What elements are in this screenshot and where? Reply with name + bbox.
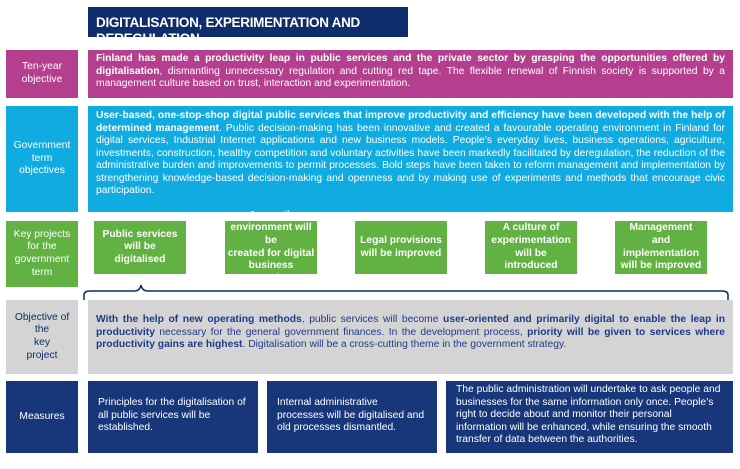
measure-principles: Principles for the digitalisation of all public services will be established. [88,381,258,453]
measure-internal-processes: Internal administrative processes will be digitalised and old processes dismantled. [267,381,437,453]
measure-information-once: The public administration will undertake to ask people and businesses for the same information only once. People’s right to decide about and monitor their personal information will be enhanced, while ensuring the smooth transfer of data between the authorities. [446,381,733,453]
page-title: DIGITALISATION, EXPERIMENTATION AND DEREGULATION [88,7,408,37]
government-term-label: Government term objectives [6,106,78,212]
ten-year-objective-label: Ten-year objective [6,50,78,98]
measures-label: Measures [6,381,78,453]
key-project-experimentation: A culture of experimentation will be introduced [485,221,577,274]
key-project-public-services: Public services will be digitalised [94,221,186,274]
key-project-growth-environment: A growth environment will be created for digital business operations [225,221,317,274]
government-term-rest: . Public decision-making has been innovative and created a favourable operating environment in Finland for digital services, Industrial Internet applications and new business models. People’s everyday lives, business operations, agriculture, investments, construction, healthy competition and voluntary activities have been markedly facilitated by deregulation, the reduction of the administrative burden and improvements to permit processes. Bold steps have been taken to reform management and implementation by strengthening knowledge-based decision-making and openness and by making use of experiments and methods that encourage civic participation. [96,122,725,197]
objective-key-project-label: Objective of the key project [6,300,78,374]
key-project-legal-provisions: Legal provisions will be improved [355,221,447,274]
ten-year-objective-bold: Finland has made a productivity leap in public services and the private sector by grasping the opportunities offered by digitalisation [96,53,725,77]
government-term-bold: User-based, one-stop-shop digital public services that improve productivity and efficiency have been developed with the help of determined management [96,110,725,134]
objective-key-project-text: With the help of new operating methods, public services will become user-oriented and primarily digital to enable the leap in productivity necessary for the general government finances. In the development process, priority will be given to services where productivity gains are highest. Digitalisation will be a cross-cutting theme in the government strategy. [88,300,733,374]
key-project-management: Management and implementation will be improved [615,221,707,274]
ten-year-objective-rest: , dismantling unnecessary regulation and cutting red tape. The flexible renewal of Finnish society is supported by a management culture based on trust, interaction and experimentation. [96,65,725,90]
key-projects-label: Key projects for the government term [6,221,78,287]
